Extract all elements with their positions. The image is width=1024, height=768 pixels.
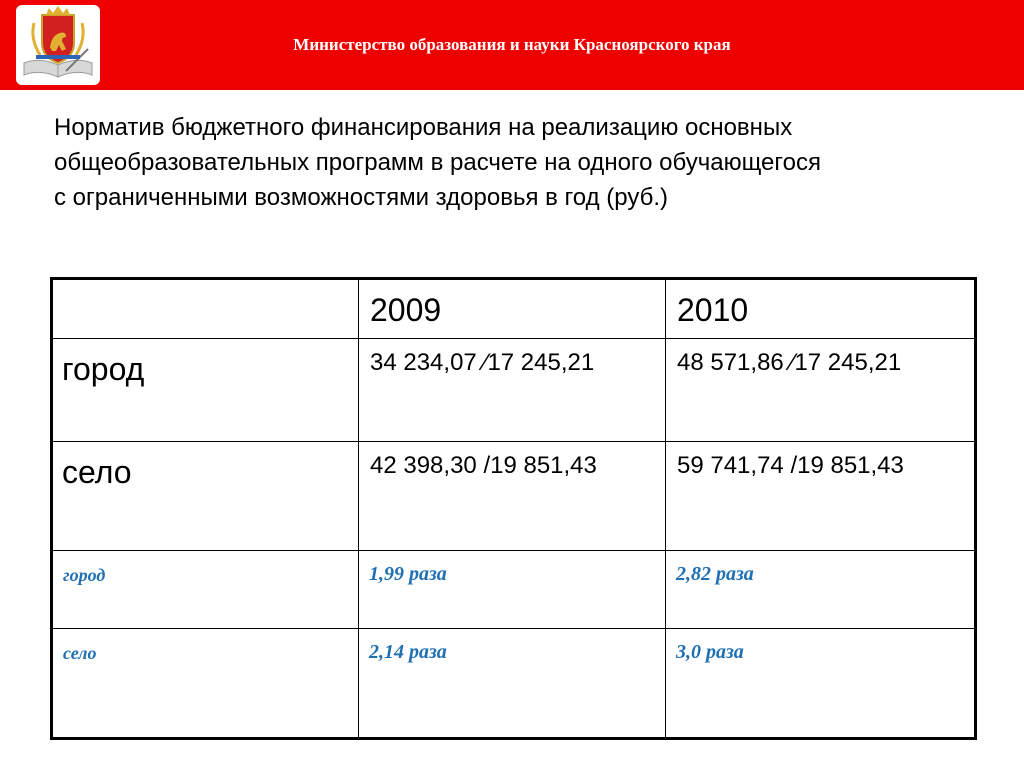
- row-label: село: [62, 454, 132, 490]
- table-header-cell: [52, 279, 359, 339]
- table-cell: [666, 629, 976, 739]
- table-row: [52, 339, 976, 442]
- cell-value: 42 398,30 /19 851,43: [370, 452, 597, 479]
- header-label: [53, 280, 358, 292]
- krasnoyarsk-coat-of-arms-icon: [16, 5, 100, 85]
- table-header-cell: [666, 279, 976, 339]
- table-cell: [52, 551, 359, 629]
- cell-value: 59 741,74 /19 851,43: [677, 452, 904, 479]
- table-cell: [359, 629, 666, 739]
- header-bar: [0, 0, 1024, 90]
- row-label: город: [62, 351, 145, 387]
- ratio-row-label: село: [63, 643, 97, 663]
- page-heading-line: с ограниченными возможностями здоровья в год (руб.): [54, 184, 668, 211]
- table-cell: [52, 629, 359, 739]
- ratio-value: 2,14 раза: [369, 641, 447, 663]
- funding-table: [50, 277, 977, 740]
- table-row: [52, 551, 976, 629]
- page-heading-line: Норматив бюджетного финансирования на реализацию основных: [54, 114, 793, 141]
- table-row: [52, 629, 976, 739]
- table-row: [52, 442, 976, 551]
- table-header-row: [52, 279, 976, 339]
- table-cell: [359, 551, 666, 629]
- table-cell: [359, 339, 666, 442]
- cell-value: 48 571,86 ⁄17 245,21: [677, 349, 902, 376]
- table-header-cell: [359, 279, 666, 339]
- ratio-value: 3,0 раза: [676, 641, 744, 663]
- table-cell: [52, 339, 359, 442]
- year-2009: 2009: [370, 292, 442, 328]
- header-title: Министерство образования и науки Красноярского края: [293, 35, 731, 54]
- ratio-row-label: город: [63, 565, 106, 585]
- table-cell: [666, 339, 976, 442]
- ratio-value: 1,99 раза: [369, 563, 447, 585]
- ratio-value: 2,82 раза: [676, 563, 754, 585]
- table-cell: [666, 551, 976, 629]
- table-cell: [359, 442, 666, 551]
- page-heading-line: общеобразовательных программ в расчете на одного обучающегося: [54, 149, 821, 176]
- table-cell: [52, 442, 359, 551]
- page-heading: [54, 110, 1004, 215]
- year-2010: 2010: [677, 292, 749, 328]
- table-cell: [666, 442, 976, 551]
- cell-value: 34 234,07 ⁄17 245,21: [370, 349, 595, 376]
